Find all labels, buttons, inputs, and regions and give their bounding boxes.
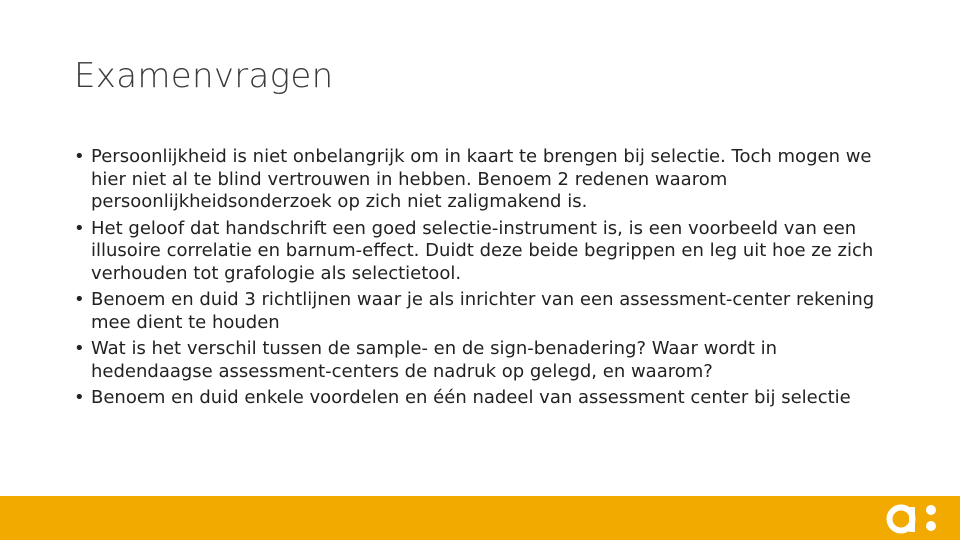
slide-title: Examenvragen bbox=[74, 56, 334, 96]
bullet-marker: • bbox=[74, 217, 85, 239]
bullet-item bbox=[74, 218, 904, 286]
footer-bar bbox=[0, 496, 960, 540]
bullet-marker: • bbox=[74, 289, 85, 310]
bullet-item bbox=[74, 289, 904, 334]
bullet-marker: • bbox=[74, 338, 85, 359]
bullet-item bbox=[74, 387, 904, 410]
bullet-text: Het geloof dat handschrift een goed selectie-instrument is, is een voorbeeld van een illusoire correlatie en barnum-effect. Duidt deze beide begrippen en leg uit hoe ze zich verhouden tot grafologie als selectietool. bbox=[91, 217, 874, 284]
bullet-list bbox=[74, 146, 904, 414]
bullet-item bbox=[74, 338, 904, 383]
a-colon-logo-icon bbox=[884, 500, 944, 536]
bullet-marker: • bbox=[74, 387, 85, 408]
bullet-text: Benoem en duid enkele voordelen en één nadeel van assessment center bij selectie bbox=[91, 387, 851, 408]
bullet-text: Wat is het verschil tussen de sample- en de sign-benadering? Waar wordt in hedendaagse assessment-centers de nadruk op gelegd, en waarom? bbox=[91, 338, 778, 382]
bullet-text: Benoem en duid 3 richtlijnen waar je als inrichter van een assessment-center rekening mee dient te houden bbox=[91, 289, 875, 333]
bullet-marker: • bbox=[74, 146, 85, 167]
bullet-item bbox=[74, 146, 904, 214]
bullet-text: Persoonlijkheid is niet onbelangrijk om in kaart te brengen bij selectie. Toch mogen we hier niet al te blind vertrouwen in hebben. Benoem 2 redenen waarom persoonlijkheidsonderzoek op zich niet zaligmakend is. bbox=[91, 146, 872, 212]
